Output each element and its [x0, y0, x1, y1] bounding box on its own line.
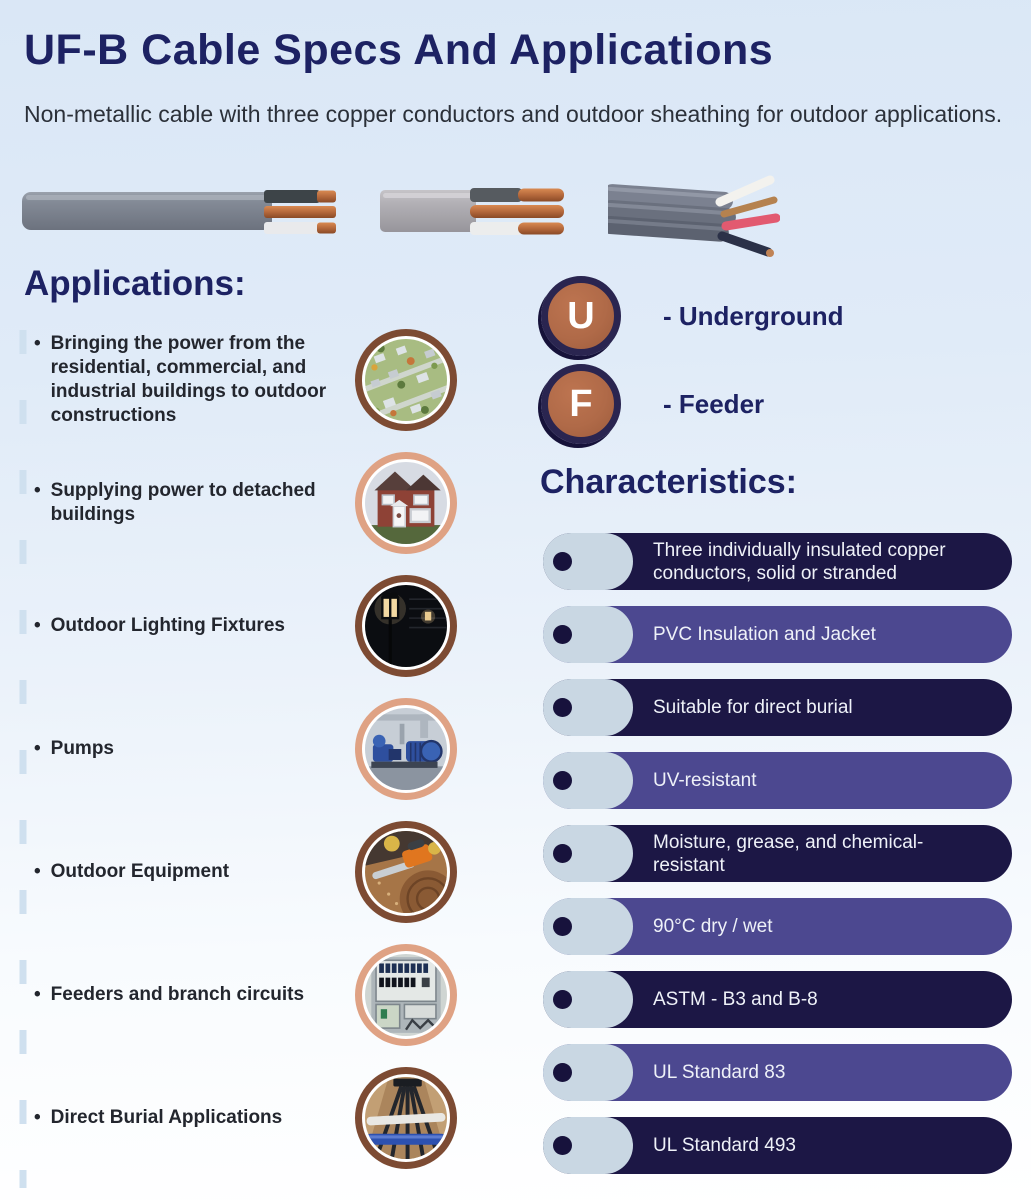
application-item	[0, 1065, 520, 1170]
pill-cap	[543, 679, 633, 736]
applications-heading: Applications:	[24, 264, 246, 303]
characteristic-pill	[543, 825, 1012, 882]
characteristic-text: UV-resistant	[653, 770, 757, 791]
characteristics-heading: Characteristics:	[540, 463, 798, 501]
pill-cap	[543, 533, 633, 590]
characteristic-pill	[543, 971, 1012, 1028]
characteristic-pill	[543, 606, 1012, 663]
pill-dot-icon	[553, 698, 572, 717]
legend-row-underground	[541, 276, 844, 356]
characteristic-pill	[543, 533, 1012, 590]
characteristics-list	[543, 533, 1012, 1190]
characteristic-pill	[543, 1117, 1012, 1174]
characteristic-text: Suitable for direct burial	[653, 697, 853, 718]
pill-dot-icon	[553, 844, 572, 863]
pill-cap	[543, 898, 633, 955]
application-text: • Supplying power to detached buildings	[34, 479, 316, 525]
pill-cap	[543, 1117, 633, 1174]
characteristic-text: UL Standard 83	[653, 1062, 786, 1083]
bullet-icon: •	[34, 1106, 41, 1128]
characteristic-text: Three individually insulated copper conductors, solid or stranded	[653, 539, 946, 584]
pill-dot-icon	[553, 1136, 572, 1155]
application-text: • Feeders and branch circuits	[34, 983, 305, 1005]
flat-cable-image-2	[380, 182, 568, 240]
characteristic-pill	[543, 679, 1012, 736]
pill-dot-icon	[553, 625, 572, 644]
pill-cap	[543, 825, 633, 882]
pill-dot-icon	[553, 1063, 572, 1082]
cable-bundle-image-3	[608, 174, 780, 260]
application-text: • Bringing the power from the residential, commercial, and industrial buildings to outdoor constructions	[34, 332, 327, 426]
bullet-icon: •	[34, 737, 41, 759]
feeder-label: - Feeder	[663, 388, 765, 419]
chainsaw-photo	[355, 821, 457, 923]
characteristic-text: 90°C dry / wet	[653, 916, 773, 937]
application-item	[0, 450, 520, 555]
pill-cap	[543, 971, 633, 1028]
electrical-panel-photo	[355, 944, 457, 1046]
cable-illustrations	[0, 172, 1031, 262]
application-item	[0, 327, 520, 432]
characteristic-text: Moisture, grease, and chemical-resistant	[653, 831, 924, 876]
application-text: • Outdoor Equipment	[34, 860, 230, 882]
application-text: • Direct Burial Applications	[34, 1106, 283, 1128]
bullet-icon: •	[34, 860, 41, 882]
underground-label: - Underground	[663, 300, 844, 331]
pill-cap	[543, 752, 633, 809]
legend-row-feeder	[541, 364, 844, 444]
application-item	[0, 696, 520, 801]
application-text: • Outdoor Lighting Fixtures	[34, 614, 285, 636]
characteristic-text: ASTM - B3 and B-8	[653, 989, 818, 1010]
buried-cables-photo	[355, 1067, 457, 1169]
bullet-icon: •	[34, 479, 41, 501]
application-item	[0, 819, 520, 924]
flat-cable-image-1	[22, 186, 337, 238]
pill-dot-icon	[553, 990, 572, 1009]
characteristic-pill	[543, 898, 1012, 955]
letter-u-badge: U	[541, 276, 621, 356]
outdoor-lamp-photo	[355, 575, 457, 677]
characteristic-pill	[543, 752, 1012, 809]
pill-dot-icon	[553, 552, 572, 571]
application-item	[0, 942, 520, 1047]
bullet-icon: •	[34, 332, 41, 354]
characteristic-text: PVC Insulation and Jacket	[653, 624, 876, 645]
pill-dot-icon	[553, 917, 572, 936]
application-text: • Pumps	[34, 737, 115, 759]
pill-cap	[543, 606, 633, 663]
applications-list	[0, 327, 520, 1188]
bullet-icon: •	[34, 983, 41, 1005]
pill-dot-icon	[553, 771, 572, 790]
page-title: UF-B Cable Specs And Applications	[24, 26, 774, 74]
characteristic-text: UL Standard 493	[653, 1135, 796, 1156]
characteristic-pill	[543, 1044, 1012, 1101]
pill-cap	[543, 1044, 633, 1101]
application-item	[0, 573, 520, 678]
letter-f-badge: F	[541, 364, 621, 444]
page-subtitle: Non-metallic cable with three copper conductors and outdoor sheathing for outdoor applications.	[24, 101, 1003, 127]
industrial-pumps-photo	[355, 698, 457, 800]
aerial-neighborhood-photo	[355, 329, 457, 431]
bullet-icon: •	[34, 614, 41, 636]
detached-house-photo	[355, 452, 457, 554]
uf-legend	[541, 276, 844, 452]
